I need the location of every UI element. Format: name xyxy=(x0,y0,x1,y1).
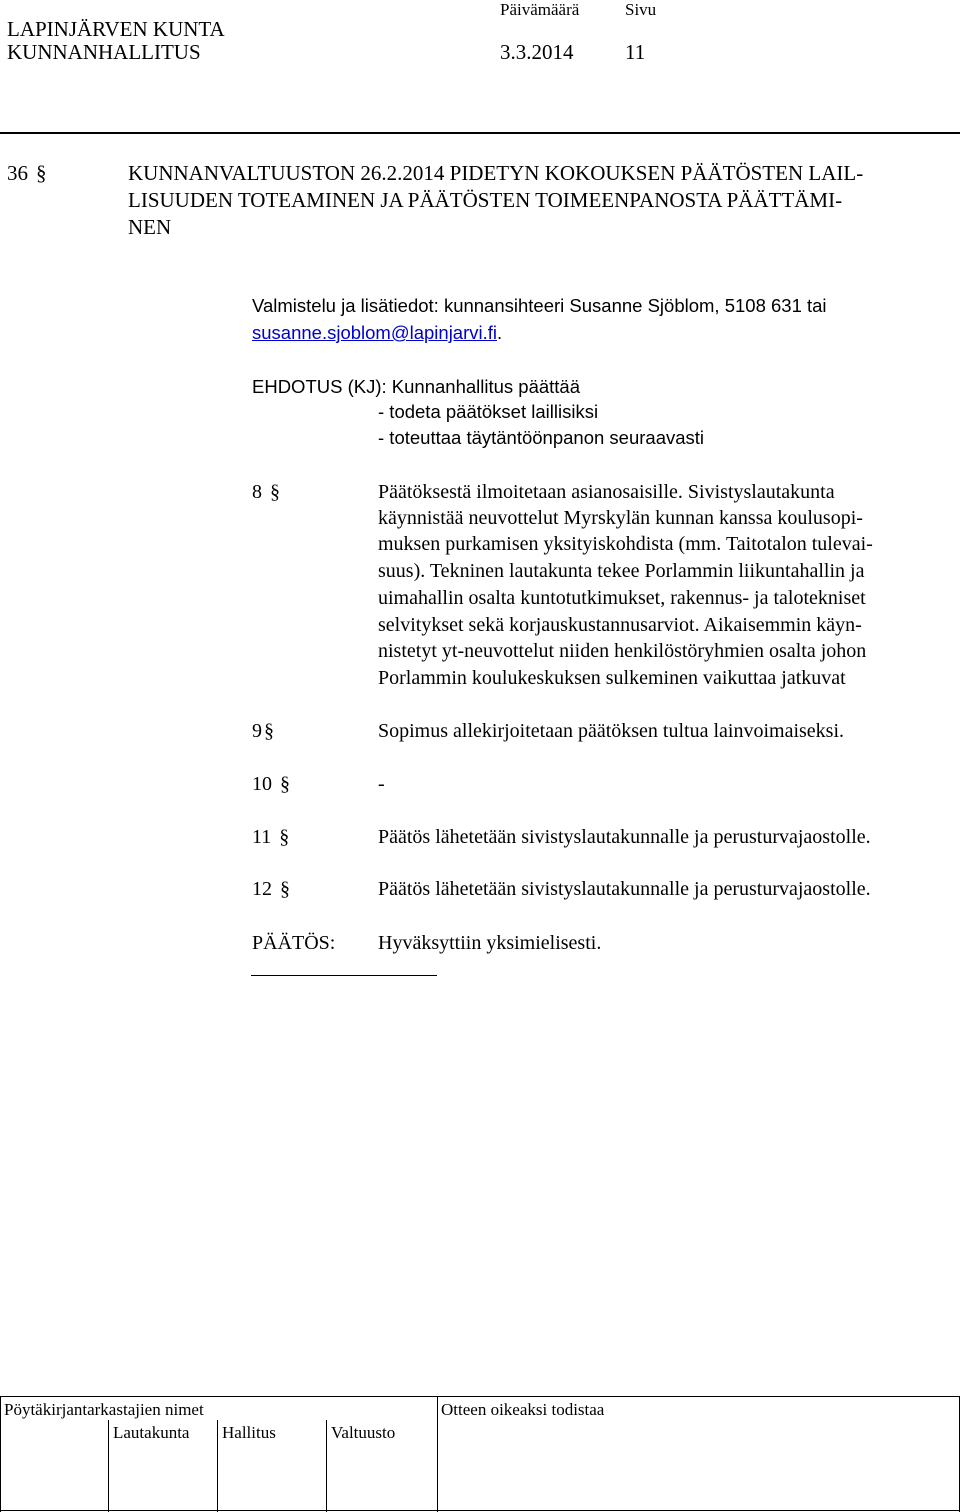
section-sign: § xyxy=(264,720,274,742)
body-name: KUNNANHALLITUS xyxy=(7,40,201,64)
footer-bottom-rule xyxy=(0,1510,960,1511)
section-9-text: Sopimus allekirjoitetaan päätöksen tultua lainvoimaiseksi. xyxy=(378,720,845,742)
section-9-num: 9 xyxy=(252,720,262,742)
proposal-heading: EHDOTUS (KJ): Kunnanhallitus päättää xyxy=(252,376,581,397)
section-10-number xyxy=(252,771,290,797)
org-name: LAPINJÄRVEN KUNTA xyxy=(7,17,225,41)
section-8-line-2: käynnistää neuvottelut Myrskylän kunnan kanssa koulusopi- xyxy=(378,507,863,529)
section-9-number xyxy=(252,718,274,744)
section-sign: § xyxy=(279,826,290,848)
decision-rule xyxy=(251,975,437,976)
date-label: Päivämäärä xyxy=(500,0,580,19)
decision-text: Hyväksyttiin yksimielisesti. xyxy=(378,932,602,954)
section-12-num: 12 xyxy=(252,878,272,900)
footer-col-valtuusto: Valtuusto xyxy=(331,1423,396,1442)
section-sign: § xyxy=(270,481,280,503)
footer-divider xyxy=(437,1396,438,1512)
preparation-contact xyxy=(252,319,502,346)
item-title-line-3: NEN xyxy=(128,215,172,239)
footer-col-lautakunta: Lautakunta xyxy=(113,1423,190,1442)
checkers-label: Pöytäkirjantarkastajien nimet xyxy=(4,1400,204,1419)
item-title-line-1: KUNNANVALTUUSTON 26.2.2014 PIDETYN KOKOUKSEN PÄÄTÖSTEN LAIL- xyxy=(128,161,864,185)
section-11-num: 11 xyxy=(252,826,272,848)
meeting-date: 3.3.2014 xyxy=(500,40,574,64)
footer-col-line-2 xyxy=(217,1420,218,1512)
section-sign: § xyxy=(280,878,290,900)
section-11-number xyxy=(252,824,289,850)
email-link[interactable]: susanne.sjoblom@lapinjarvi.fi xyxy=(252,322,498,343)
footer-top-rule xyxy=(0,1396,960,1397)
section-10-text: - xyxy=(378,773,385,795)
section-8-line-4: suus). Tekninen lautakunta tekee Porlammin liikuntahallin ja xyxy=(378,560,865,582)
footer-col-line-1 xyxy=(108,1420,109,1512)
item-number-text: 36 xyxy=(7,161,28,185)
section-sign: § xyxy=(280,773,290,795)
item-title-line-2: LISUUDEN TOTEAMINEN JA PÄÄTÖSTEN TOIMEENPANOSTA PÄÄTTÄMI- xyxy=(128,188,843,212)
section-11-text: Päätös lähetetään sivistyslautakunnalle ja perusturvajaostolle. xyxy=(378,826,871,848)
preparation-line: Valmistelu ja lisätiedot: kunnansihteeri Susanne Sjöblom, 5108 631 tai xyxy=(252,295,827,316)
section-8-num: 8 xyxy=(252,481,262,503)
footer-left-border xyxy=(0,1396,1,1512)
section-sign: § xyxy=(36,161,47,185)
section-8-line-5: uimahallin osalta kuntotutkimukset, rakennus- ja talotekniset xyxy=(378,587,866,609)
section-8-line-1: Päätöksestä ilmoitetaan asianosaisille. Sivistyslautakunta xyxy=(378,481,835,503)
section-8-line-6: selvitykset sekä korjauskustannusarviot. Aikaisemmin käyn- xyxy=(378,614,862,636)
copy-label: Otteen oikeaksi todistaa xyxy=(441,1400,605,1419)
proposal-item-1: - todeta päätökset laillisiksi xyxy=(378,401,599,422)
decision-label: PÄÄTÖS: xyxy=(252,932,336,954)
section-8-line-7: nistetyt yt-neuvottelut niiden henkilöstöryhmien osalta johon xyxy=(378,640,867,662)
proposal-item-2: - toteuttaa täytäntöönpanon seuraavasti xyxy=(378,427,705,448)
section-12-text: Päätös lähetetään sivistyslautakunnalle ja perusturvajaostolle. xyxy=(378,878,871,900)
section-12-number xyxy=(252,876,290,902)
section-8-number xyxy=(252,479,280,505)
section-10-num: 10 xyxy=(252,773,272,795)
section-8-line-8: Porlammin koulukeskuksen sulkeminen vaikuttaa jatkuvat xyxy=(378,667,846,689)
email-suffix: . xyxy=(497,322,503,343)
header-rule xyxy=(0,132,960,134)
page-label: Sivu xyxy=(625,0,657,19)
item-number xyxy=(7,160,47,186)
section-8-line-3: muksen purkamisen yksityiskohdista (mm. Taitotalon tulevai- xyxy=(378,533,873,555)
footer-col-line-3 xyxy=(326,1420,327,1512)
page-number: 11 xyxy=(625,40,646,64)
footer-col-hallitus: Hallitus xyxy=(222,1423,276,1442)
